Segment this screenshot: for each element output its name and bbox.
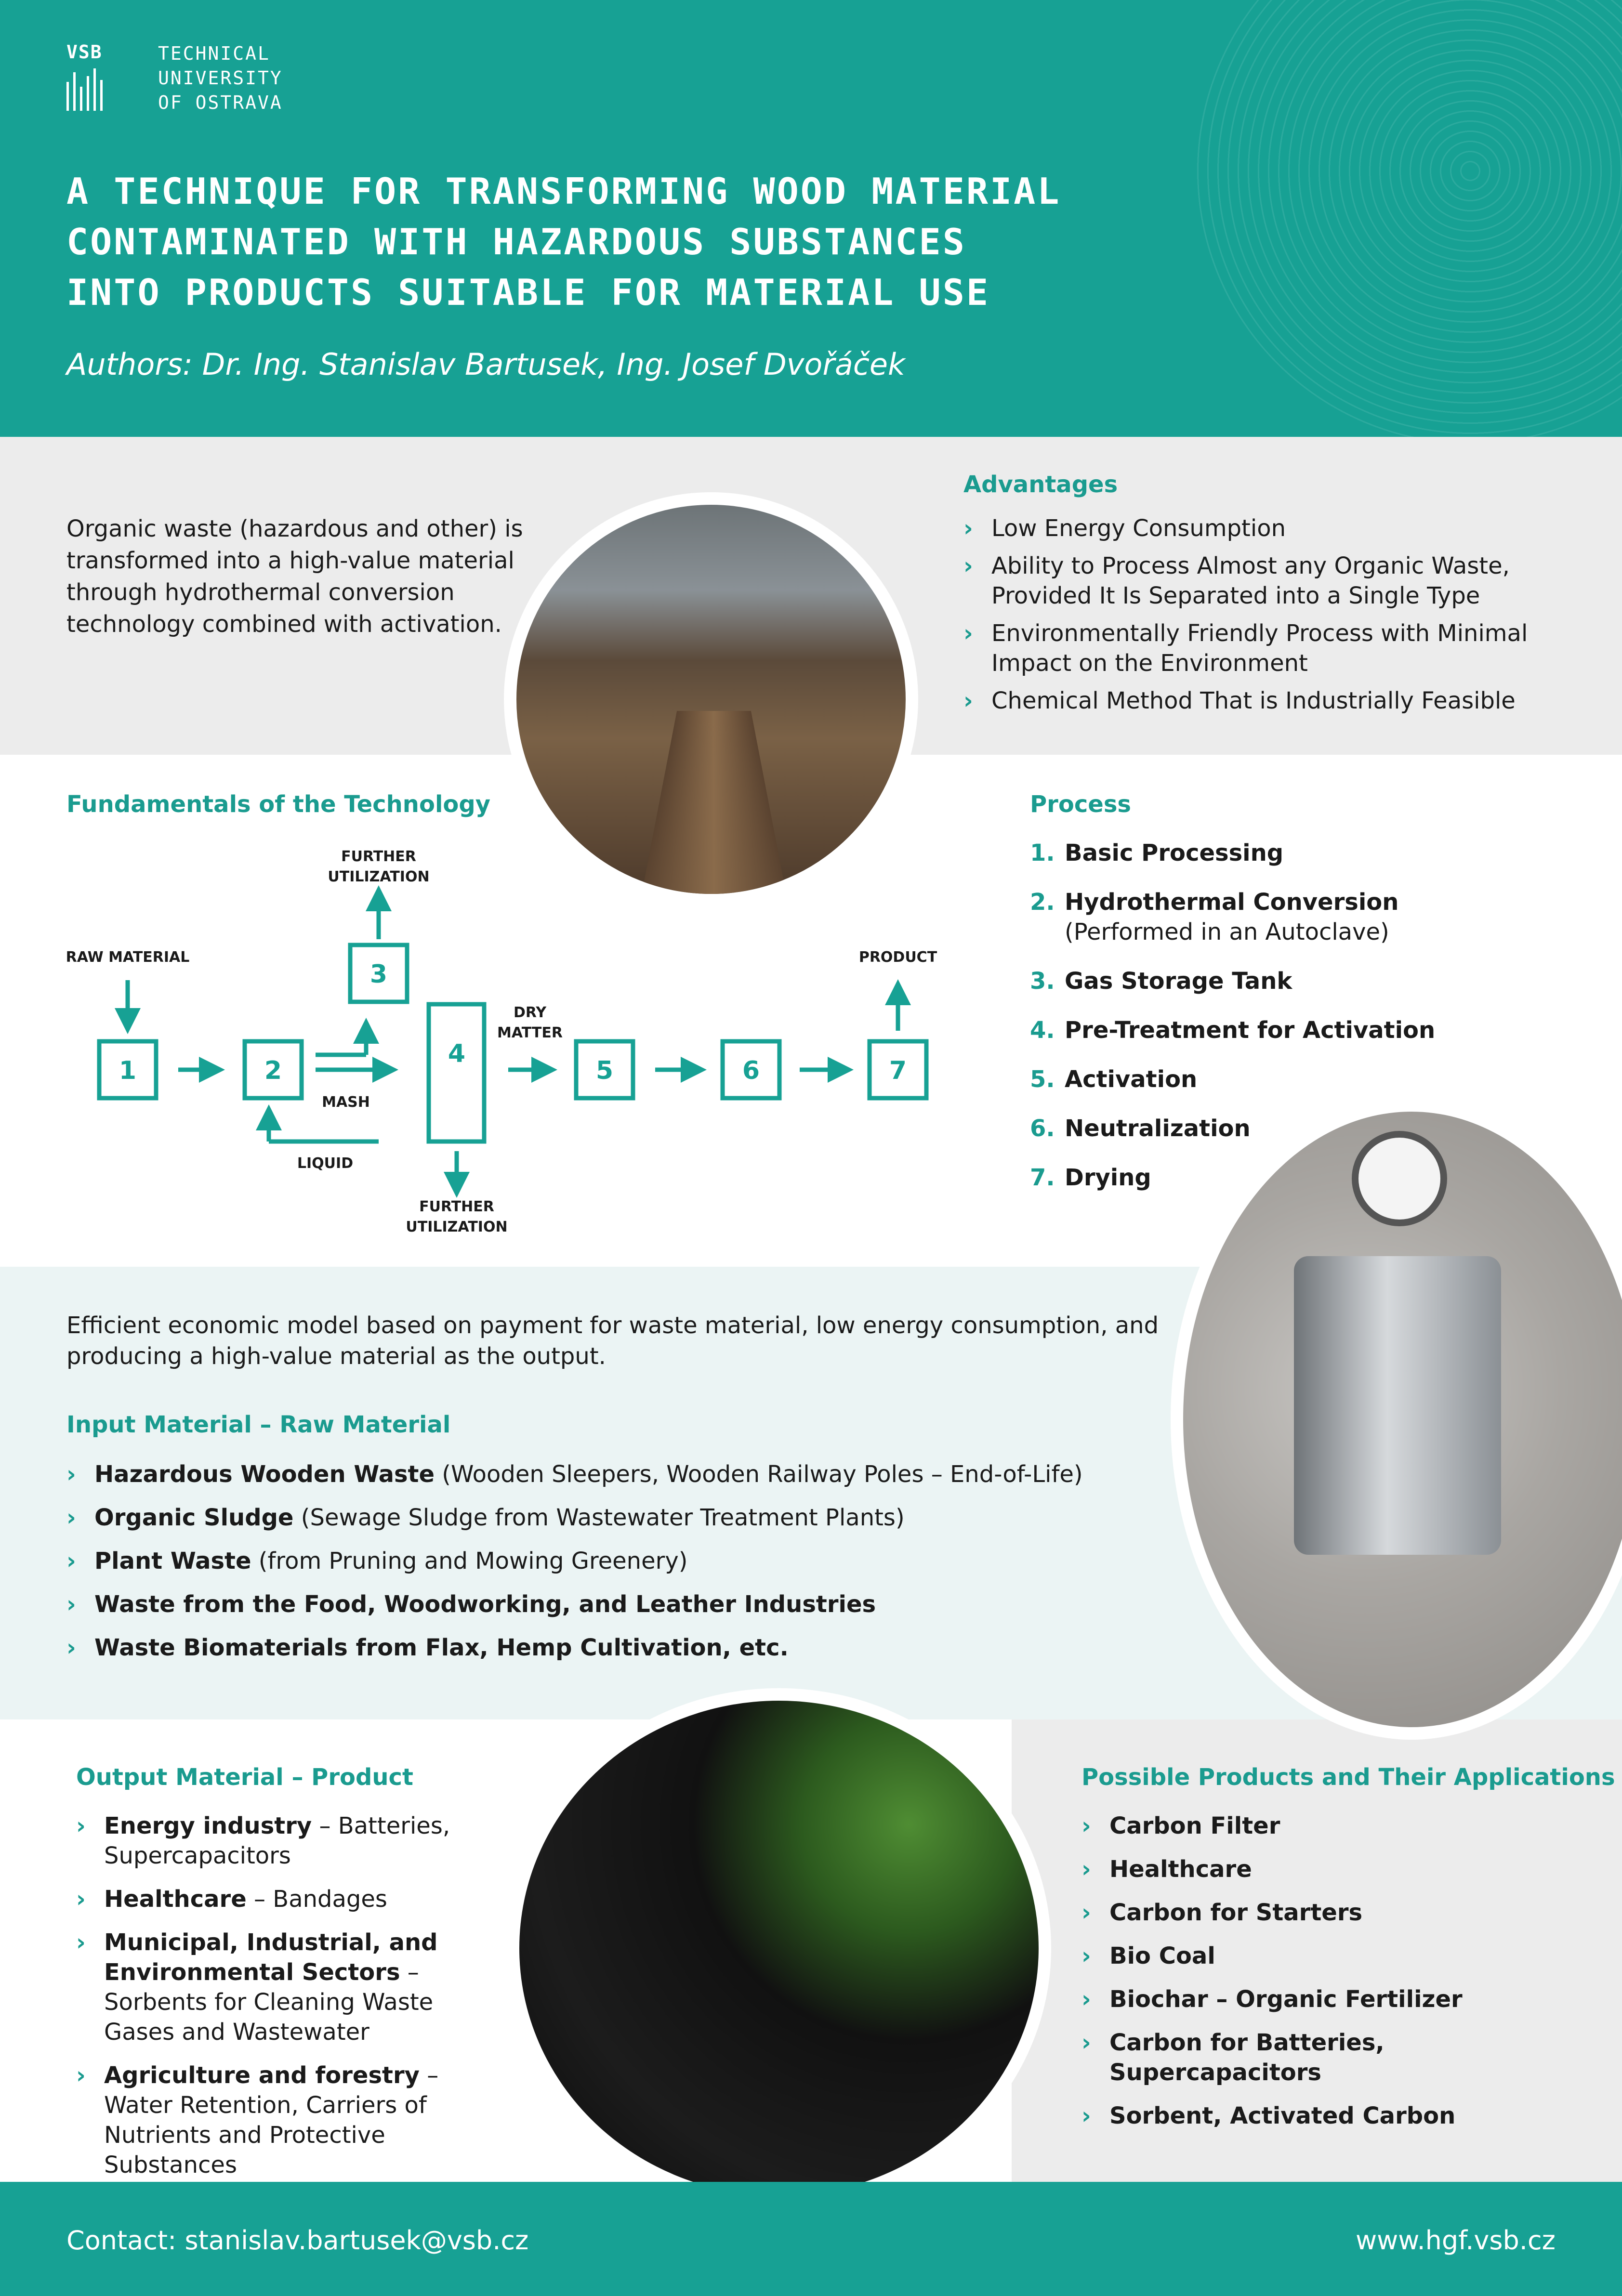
- item-bold: Healthcare: [104, 1886, 247, 1913]
- process-step: [1030, 1064, 1560, 1094]
- list-item: [76, 2060, 510, 2180]
- step-index: 7.: [1030, 1164, 1055, 1191]
- item-bold: Energy industry: [104, 1812, 312, 1839]
- list-item: › Ability to Process Almost any Organic Waste, Provided It Is Separated into a Single Type: [963, 551, 1561, 611]
- title-line: A TECHNIQUE FOR TRANSFORMING WOOD MATERIAL: [66, 170, 1061, 212]
- title-line: INTO PRODUCTS SUITABLE FOR MATERIAL USE: [66, 271, 990, 314]
- process-step: [1030, 838, 1560, 868]
- list-item: › Carbon Filter: [1081, 1811, 1602, 1841]
- list-item: › Healthcare: [1081, 1854, 1602, 1884]
- step-subtitle: (Performed in an Autoclave): [1065, 918, 1389, 945]
- input-heading: Input Material – Raw Material: [66, 1411, 451, 1438]
- authors: Authors: Dr. Ing. Stanislav Bartusek, Ing. Josef Dvořáček: [66, 347, 905, 382]
- label-liquid: LIQUID: [297, 1155, 354, 1172]
- step-number: 4: [448, 1039, 466, 1068]
- list-item: [76, 1811, 510, 1871]
- item-rest: (Sewage Sludge from Wastewater Treatment Plants): [293, 1504, 905, 1531]
- list-item: [66, 1633, 1126, 1663]
- list-item: › Carbon for Batteries, Supercapacitors: [1081, 2028, 1602, 2087]
- item-bold: Plant Waste: [94, 1548, 251, 1574]
- list-item: [66, 1589, 1126, 1619]
- step-title: Basic Processing: [1065, 840, 1284, 866]
- step-index: 3.: [1030, 968, 1055, 995]
- logo-lines-icon: [66, 68, 103, 111]
- list-item: › Environmentally Friendly Process with Minimal Impact on the Environment: [963, 618, 1561, 678]
- process-step: [1030, 966, 1560, 996]
- logo-mark: VSB: [66, 41, 103, 63]
- list-item: › Chemical Method That is Industrially Feasible: [963, 686, 1561, 716]
- step-title: Hydrothermal Conversion: [1065, 889, 1399, 916]
- item-rest: (Wooden Sleepers, Wooden Railway Poles – End-of-Life): [435, 1461, 1083, 1488]
- output-heading: Output Material – Product: [76, 1764, 413, 1791]
- process-diagram: [0, 819, 963, 1252]
- step-number: 1: [119, 1056, 137, 1085]
- step-title: Drying: [1065, 1164, 1151, 1191]
- step-title: Pre-Treatment for Activation: [1065, 1017, 1436, 1044]
- label-further-utilization: UTILIZATION: [328, 868, 430, 885]
- output-list: [76, 1811, 510, 2180]
- university-line: TECHNICAL: [158, 43, 270, 64]
- step-index: 6.: [1030, 1115, 1055, 1142]
- label-dry-matter: MATTER: [497, 1024, 563, 1041]
- products-heading: Possible Products and Their Applications: [1081, 1764, 1615, 1791]
- university-line: UNIVERSITY: [158, 67, 283, 89]
- wood-rings-decoration: [1193, 0, 1622, 437]
- advantages-list: [963, 513, 1561, 716]
- item-rest: (from Pruning and Mowing Greenery): [251, 1548, 688, 1574]
- list-item: [66, 1503, 1126, 1533]
- item-bold: Waste from the Food, Woodworking, and Leather Industries: [94, 1591, 876, 1618]
- list-item: [76, 1928, 510, 2047]
- step-number: 7: [889, 1056, 907, 1085]
- input-list: [66, 1459, 1126, 1663]
- list-item: › Sorbent, Activated Carbon: [1081, 2101, 1602, 2131]
- process-heading: Process: [1030, 791, 1131, 818]
- step-title: Gas Storage Tank: [1065, 968, 1292, 995]
- label-further-utilization: FURTHER: [341, 848, 416, 865]
- fundamentals-heading: Fundamentals of the Technology: [66, 791, 491, 818]
- list-item: [66, 1546, 1126, 1576]
- step-number: 3: [369, 960, 388, 989]
- step-box: [429, 1004, 484, 1141]
- list-item: › Biochar – Organic Fertilizer: [1081, 1984, 1602, 2014]
- list-item: [76, 1884, 510, 1914]
- label-product: PRODUCT: [858, 949, 937, 966]
- step-number: 2: [264, 1056, 282, 1085]
- item-rest: – Batteries, Supercapacitors: [104, 1812, 450, 1869]
- label-dry-matter: DRY: [513, 1004, 547, 1021]
- intro-text: Organic waste (hazardous and other) is transformed into a high-value material through hydrothermal conversion technology combined with activation.: [66, 515, 523, 638]
- economic-model-text: Efficient economic model based on payment for waste material, low energy consumption, and producing a high-value material as the output.: [66, 1312, 1159, 1370]
- label-mash: MASH: [322, 1094, 370, 1111]
- list-item: › Low Energy Consumption: [963, 513, 1561, 543]
- step-index: 5.: [1030, 1066, 1055, 1093]
- step-index: 2.: [1030, 889, 1055, 916]
- step-index: 4.: [1030, 1017, 1055, 1044]
- list-item: › Bio Coal: [1081, 1941, 1602, 1971]
- item-rest: – Sorbents for Cleaning Waste Gases and Wastewater: [104, 1959, 434, 2046]
- title-line: CONTAMINATED WITH HAZARDOUS SUBSTANCES: [66, 221, 966, 263]
- label-further-utilization: FURTHER: [419, 1198, 494, 1215]
- item-bold: Agriculture and forestry: [104, 2062, 420, 2089]
- process-step: [1030, 887, 1560, 947]
- item-rest: – Water Retention, Carriers of Nutrients and Protective Substances: [104, 2062, 439, 2178]
- item-bold: Hazardous Wooden Waste: [94, 1461, 435, 1488]
- contact-email[interactable]: Contact: stanislav.bartusek@vsb.cz: [66, 2225, 529, 2256]
- products-list: [1081, 1811, 1602, 2131]
- header-band: [0, 0, 1622, 437]
- step-title: Neutralization: [1065, 1115, 1251, 1142]
- process-step: [1030, 1015, 1560, 1045]
- railway-sleeper-photo: [504, 492, 918, 906]
- website-link[interactable]: www.hgf.vsb.cz: [1355, 2225, 1556, 2256]
- poster-title: [66, 166, 1061, 318]
- item-bold: Organic Sludge: [94, 1504, 294, 1531]
- step-number: 5: [595, 1056, 614, 1085]
- item-rest: – Bandages: [246, 1886, 387, 1913]
- label-further-utilization: UTILIZATION: [406, 1219, 508, 1235]
- university-name: [158, 41, 283, 115]
- step-title: Activation: [1065, 1066, 1198, 1093]
- university-line: OF OSTRAVA: [158, 92, 283, 113]
- step-index: 1.: [1030, 840, 1055, 866]
- advantages-heading: Advantages: [963, 471, 1118, 498]
- list-item: [66, 1459, 1126, 1489]
- item-bold: Municipal, Industrial, and Environmental Sectors: [104, 1929, 438, 1986]
- item-bold: Waste Biomaterials from Flax, Hemp Cultivation, etc.: [94, 1634, 789, 1661]
- charcoal-plants-photo: [507, 1688, 1051, 2208]
- step-number: 6: [742, 1056, 760, 1085]
- list-item: › Carbon for Starters: [1081, 1898, 1602, 1928]
- label-raw-material: RAW MATERIAL: [66, 949, 190, 966]
